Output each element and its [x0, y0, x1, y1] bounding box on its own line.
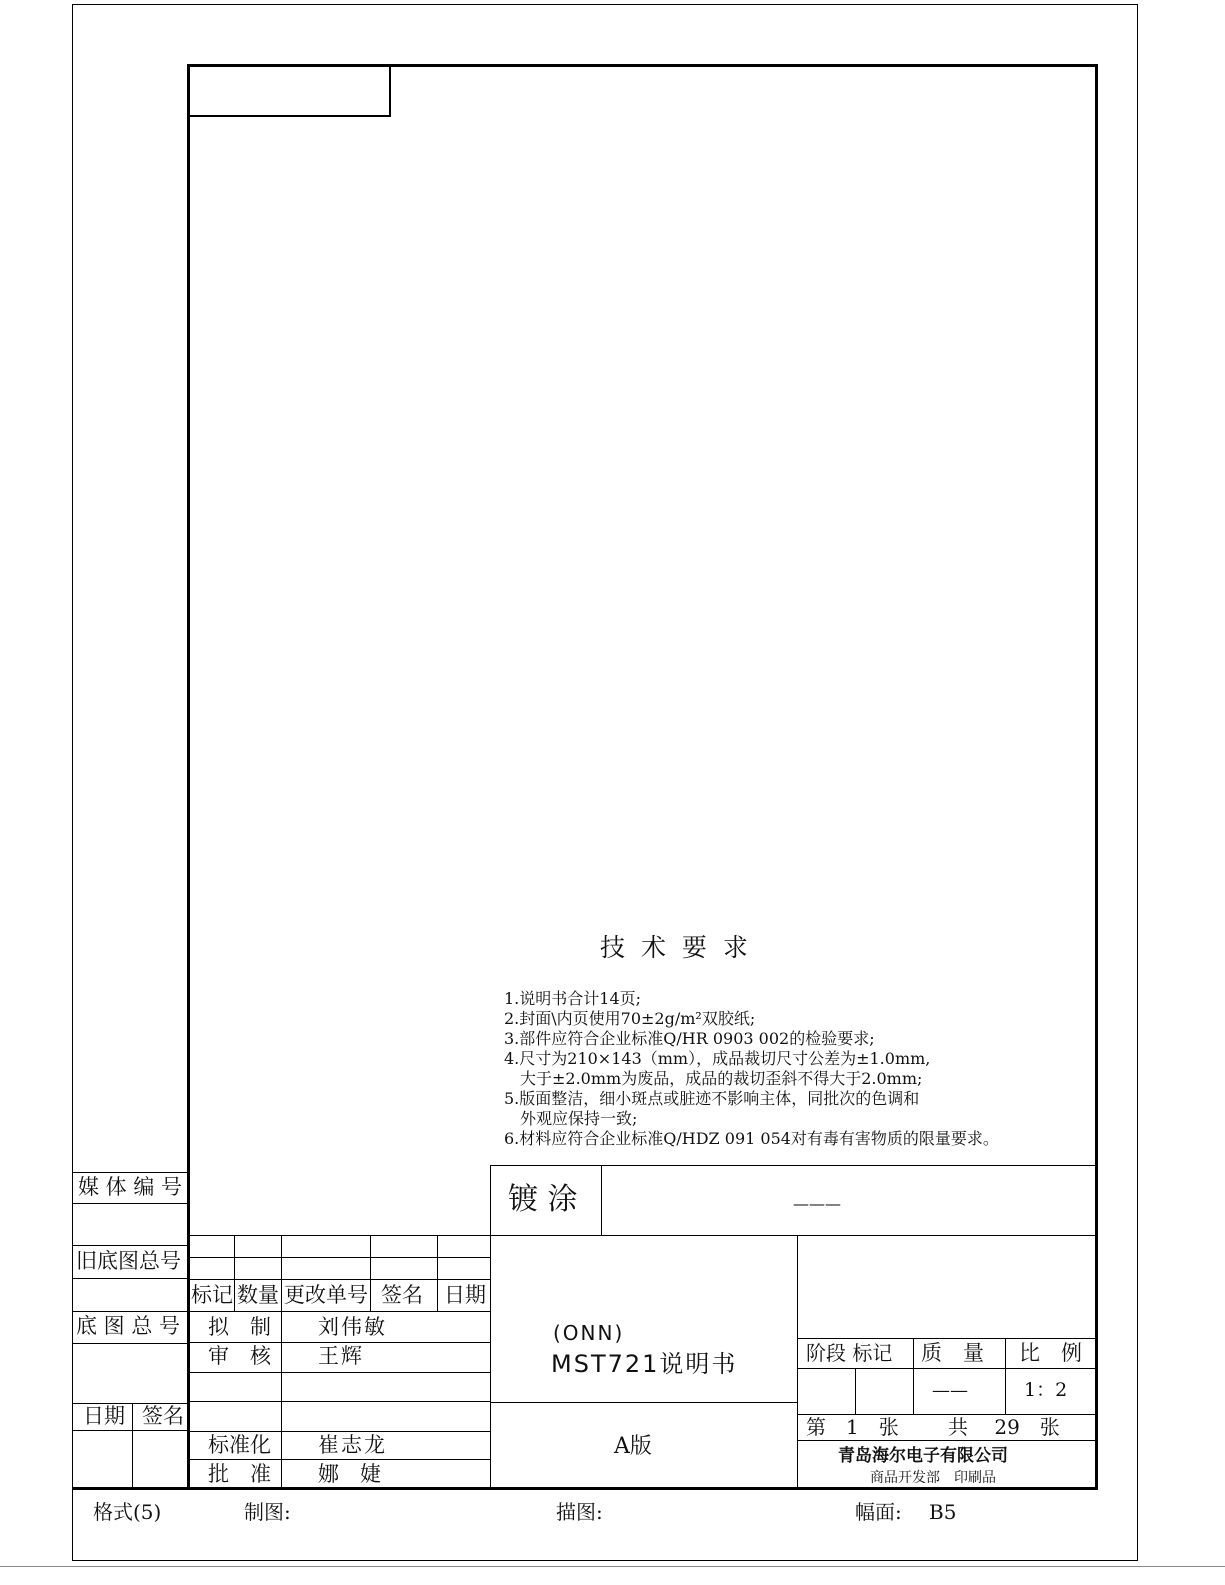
scale-label: 比 例	[1019, 1341, 1082, 1365]
traced-by-label: 描图:	[556, 1500, 603, 1524]
date-label: 日期	[83, 1404, 125, 1428]
signoff-role: 拟 制	[208, 1315, 271, 1339]
revision-quantity-header: 数量	[237, 1283, 279, 1307]
signoff-role: 批 准	[208, 1462, 271, 1486]
signature-label: 签名	[142, 1404, 184, 1428]
tech-requirements-list	[504, 989, 999, 1149]
document-model-line1: (ONN)	[553, 1321, 625, 1345]
signoff-role: 审 核	[208, 1344, 271, 1368]
plating-label: 镀 涂	[508, 1182, 578, 1217]
base-total-label: 底 图 总 号	[76, 1314, 181, 1338]
media-number-label: 媒 体 编 号	[78, 1175, 183, 1199]
signoff-name: 娜 婕	[318, 1462, 381, 1486]
old-base-total-label: 旧底图总号	[76, 1249, 181, 1273]
requirement-item: 外观应保持一致;	[504, 1109, 638, 1128]
sheet-total: 共 29 张	[948, 1415, 1060, 1439]
company-department: 商品开发部 印刷品	[870, 1470, 996, 1486]
document-version: A版	[614, 1434, 652, 1459]
requirement-item: 1.说明书合计14页;	[504, 989, 642, 1008]
requirement-item: 3.部件应符合企业标准Q/HR 0903 002的检验要求;	[504, 1029, 875, 1048]
plating-value: ———	[793, 1194, 841, 1213]
signoff-name: 崔志龙	[318, 1433, 387, 1457]
paper-size-label: 幅面:	[855, 1500, 902, 1524]
signoff-name: 王辉	[318, 1344, 364, 1368]
drawn-by-label: 制图:	[244, 1500, 291, 1524]
sheet-number: 第 1 张	[806, 1415, 899, 1439]
paper-size-value: B5	[929, 1500, 957, 1524]
signoff-name: 刘伟敏	[318, 1315, 387, 1339]
requirement-item: 大于±2.0mm为废品，成品的裁切歪斜不得大于2.0mm;	[504, 1069, 923, 1088]
signoff-role: 标准化	[208, 1433, 271, 1457]
scale-value: 1：2	[1024, 1379, 1068, 1401]
mass-label: 质 量	[921, 1341, 984, 1365]
requirement-item: 6.材料应符合企业标准Q/HDZ 091 054对有毒有害物质的限量要求。	[504, 1129, 999, 1148]
revision-date-header: 日期	[444, 1283, 486, 1307]
revision-mark-header: 标记	[191, 1283, 233, 1307]
requirement-item: 4.尺寸为210×143（mm），成品裁切尺寸公差为±1.0mm,	[504, 1049, 931, 1068]
tech-requirements-title: 技 术 要 求	[600, 933, 752, 962]
format-label: 格式(5)	[93, 1500, 162, 1524]
document-title: MST721说明书	[551, 1350, 738, 1378]
requirement-item: 5.版面整洁，细小斑点或脏迹不影响主体，同批次的色调和	[504, 1089, 920, 1108]
revision-signature-header: 签名	[381, 1283, 423, 1307]
revision-change-no-header: 更改单号	[284, 1283, 368, 1307]
mass-value: ——	[932, 1380, 968, 1401]
company-name: 青岛海尔电子有限公司	[838, 1446, 1008, 1466]
requirement-item: 2.封面\内页使用70±2g/m²双胶纸;	[504, 1009, 756, 1028]
stage-mark-label: 阶段 标记	[806, 1341, 893, 1365]
